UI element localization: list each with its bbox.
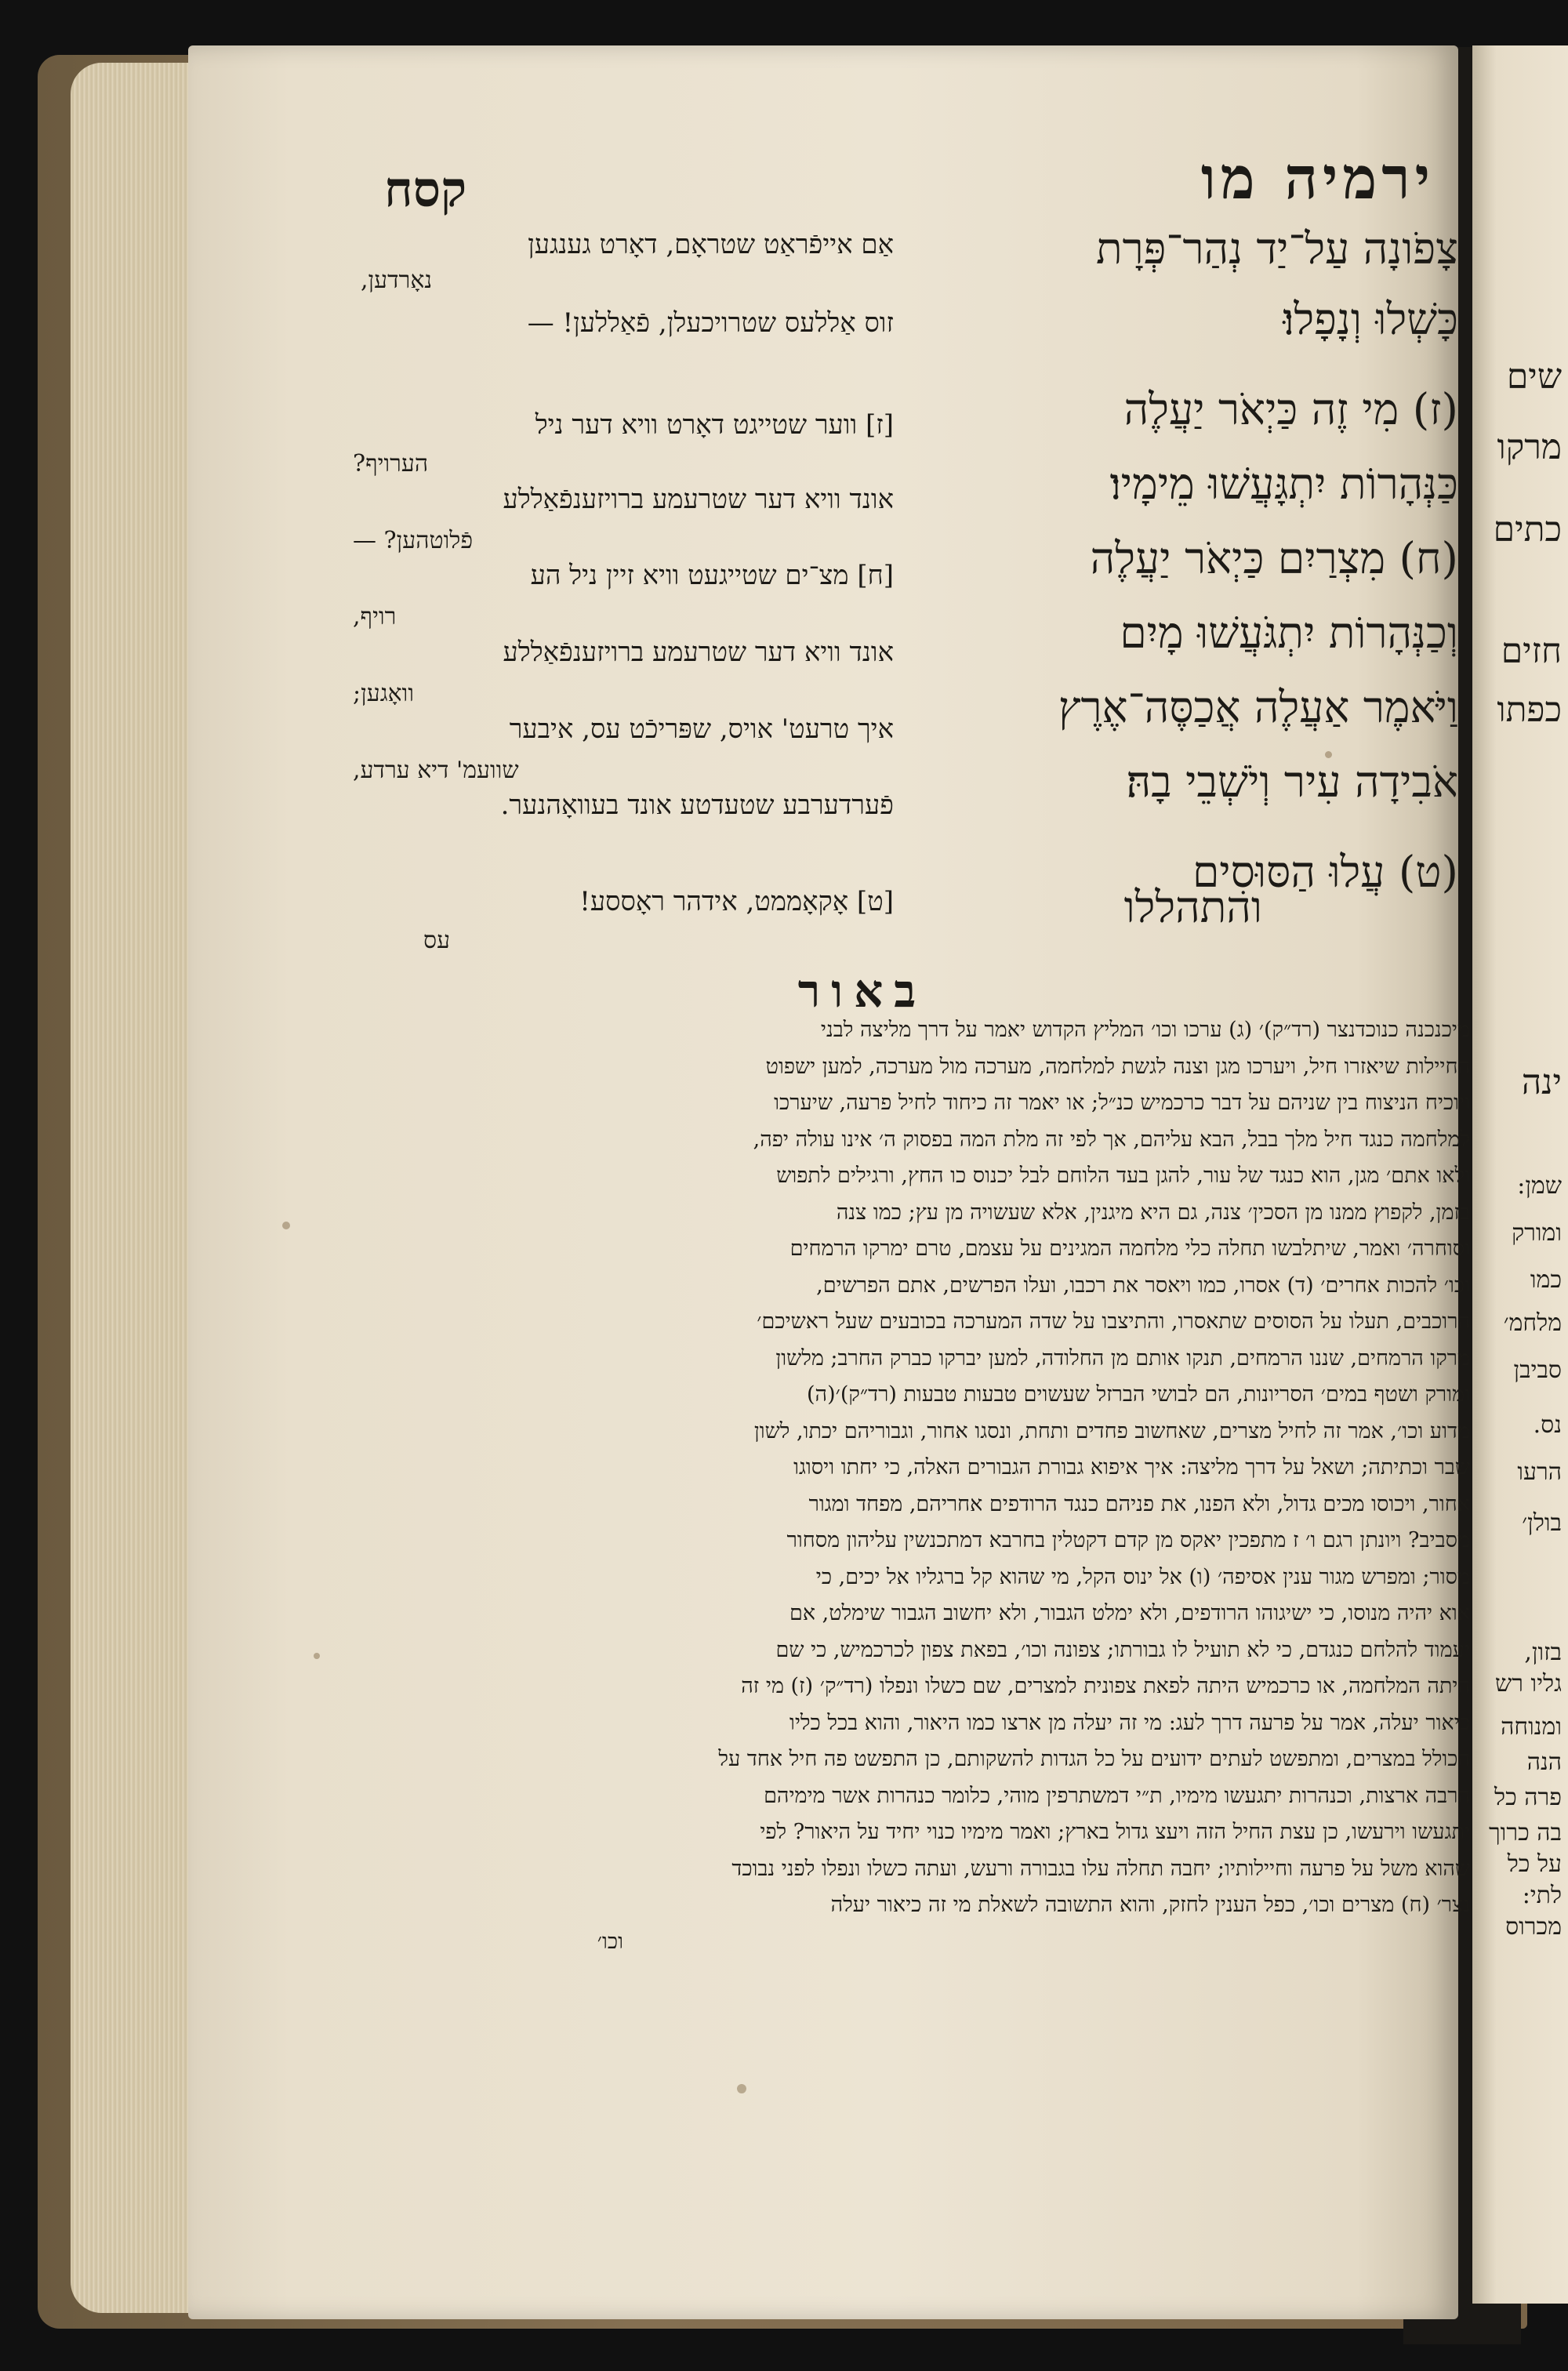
- translation-line: [ט] אָקאָממט, אידהר ראָססע!: [579, 886, 894, 917]
- translation-line: [ח] מצ־ים שטייגעט וויא זיין ניל הע: [530, 560, 894, 591]
- commentary-line: שבר וכתיתה; ושאל על דרך מליצה: איך איפוא גבורת הגבורים האלה, כי יחתו ויסוגו: [793, 1457, 1470, 1478]
- facing-page-fragment: על כל: [1507, 1850, 1562, 1878]
- commentary-line: מסור; ומפרש מגור ענין אסיפה׳ (ו) אל ינוס הקל, מי שהוא קל ברגליו אל יכים, כי: [815, 1566, 1470, 1588]
- verse-line: כָּשְׁלוּ וְנָפָלוּ׃: [1283, 294, 1458, 344]
- facing-page-fragment: פרה כל: [1494, 1784, 1562, 1811]
- verse-line: וְכַנְּהָרוֹת יִתְגֹּעֲשׁוּ מָיִם: [1120, 608, 1458, 658]
- commentary-line: היתה המלחמה, או כרכמיש היתה לפאת צפונית למצרים, שם כשלו ונפלו (רד״ק׳ (ז) מי זה: [741, 1676, 1470, 1697]
- facing-page-fragment: שמן:: [1517, 1172, 1562, 1200]
- facing-page-fragment: נס.: [1533, 1411, 1562, 1439]
- commentary-line: ויוכיח הניצוח בין שניהם על דבר כרכמיש כנ״ל; או יאמר זה כיחוד לחיל פרעה, שיערכו: [774, 1092, 1470, 1113]
- facing-page-fragment: מכרוס: [1505, 1913, 1562, 1941]
- commentary-line: כיאור יעלה, אמר על פרעה דרך לעג: מי זה יעלה מן ארצו כמו היאור, והוא בכל כליו: [789, 1712, 1470, 1734]
- translation-line: רויף,: [353, 603, 397, 630]
- commentary-line: וכו׳ להכות אחרים׳ (ד) אסרו, כמו ויאסר את רכבו, ועלו הפרשים, אתם הפרשים,: [816, 1274, 1470, 1296]
- commentary-line: נצר׳ (ח) מצרים וכו׳, כפל הענין לחזק, והוא התשובה לשאלת מי זה כיאור יעלה: [830, 1894, 1470, 1915]
- verse-line: (ז) מִי זֶה כַּיְאֹר יַעֲלֶה: [1123, 384, 1458, 434]
- facing-page-edge: [1472, 45, 1568, 2304]
- translation-line: אונד וויא דער שטרעמע ברויזענפֿאַללע: [503, 484, 894, 515]
- commentary-line: למלחמה כנגד חיל מלך בבל, הבא עליהם, אך לפי זה מלת המה בפסוק ה׳ אינו עולה יפה,: [753, 1128, 1470, 1150]
- translation-line: אַם אייפֿראַט שטראָם, דאָרט גענגען: [528, 229, 894, 260]
- commentary-line: ולאו אתם׳ מגן, הוא כנגד של עור, להגן בעד הלוחם לבל יכנוס כו החץ, ורגילים לתפוש: [776, 1165, 1470, 1186]
- facing-page-fragment: הרעו: [1517, 1458, 1562, 1486]
- translation-line: איך טרעט' אויס, שפּריכֿט עס, איבער: [509, 713, 894, 745]
- verse-line: (ח) מִצְרַיִם כַּיְאֹר יַעֲלֶה: [1090, 533, 1458, 583]
- facing-page-fragment: לתי:: [1522, 1882, 1562, 1909]
- facing-page-fragment: כמו: [1530, 1266, 1562, 1294]
- commentary-line: מרקו הרמחים, שננו הרמחים, תנקו אותם מן החלודה, למען יברקו כברק החרב; מלשון: [775, 1347, 1470, 1369]
- commentary-line: הרבה ארצות, וכנהרות יתגעשו מימיו, ת״י דמשתרפין מוהי, כלומר כנהרות אשר מימיהם: [764, 1785, 1470, 1806]
- commentary-line: החיילות שיאזרו חיל, ויערכו מגן וצנה לגשת למלחמה, מערכה מול מערכה, למען ישפוט: [765, 1055, 1470, 1077]
- facing-page-fragment: בזון,: [1524, 1639, 1562, 1666]
- verse-line: והתהללו: [1123, 882, 1262, 932]
- translation-line: שוועמ' דיא ערדע,: [353, 757, 519, 784]
- facing-page-fragment: ינה: [1521, 1062, 1562, 1102]
- commentary-line: יתגעשו וירעשו, כן עצת החיל הזה ויעצ גדול בארץ; ואמר מימיו כנוי יחיד על היאור? לפי: [760, 1821, 1470, 1843]
- facing-page-fragment: גליו רש: [1495, 1670, 1562, 1697]
- translation-line: פֿערדערבע שטעדטע אונד בעוואָהנער.: [500, 790, 894, 821]
- translation-line: הערויף?: [353, 450, 429, 477]
- facing-page-fragment: ומנוחה: [1501, 1713, 1562, 1741]
- commentary-line: וסוחרה׳ ואמר, שיתלבשו תחלה כלי מלחמה המגינים על עצמם, טרם ימרקו הרמחים: [789, 1238, 1470, 1259]
- verse-line: וַיֹּאמֶר אַעֲלֶה אֲכַסֶּה־אֶרֶץ: [1058, 682, 1458, 732]
- commentary-line: אוא יהיה מנוסו, כי ישיגוהו הרודפים, ולא ימלט הגבור, ולא יחשוב הגבור שימלט, אם: [789, 1603, 1470, 1624]
- facing-page-fragment: שים: [1506, 357, 1562, 397]
- translation-line: פֿלוטהען? —: [353, 527, 474, 554]
- facing-page-fragment: מלחמ׳: [1503, 1309, 1562, 1337]
- facing-page-fragment: סביבן: [1513, 1356, 1562, 1384]
- verse-line: (ט) עֲלוּ הַסּוּסִים: [1192, 847, 1458, 897]
- translation-line: וואָגען;: [353, 680, 414, 707]
- facing-page-fragment: כפתו: [1497, 690, 1562, 730]
- verse-line: כַּנְּהָרוֹת יִתְגָּעֲשׁוּ מֵימָיו׃: [1109, 459, 1458, 509]
- verse-line: אֹבִידָה עִיר וְיֹשְׁבֵי בָהּ׃: [1126, 757, 1458, 807]
- translation-line: אונד וויא דער שטרעמע ברויזענפֿאַללע: [503, 637, 894, 668]
- facing-page-fragment: ומורק: [1512, 1219, 1562, 1247]
- commentary-line: הרוכבים, תעלו על הסוסים שתאסרו, והתיצבו על שדה המערכה בכובעים שעל ראשיכם׳: [757, 1311, 1470, 1332]
- commentary-line: מסביב? ויונתן רגם ו׳ ז מתפכין יאקס מן קדם דקטלין בחרבא דמתכנשין עליהון מסחור: [786, 1530, 1470, 1551]
- folio-number: קסח: [384, 161, 467, 218]
- translation-line: עס: [423, 927, 451, 954]
- commentary-line: הכולל במצרים, ומתפשט לעתים ידועים על כל הגדות להשקותם, כן התפשט פה חיל אחד על: [718, 1748, 1470, 1770]
- commentary-line: בזמן, לקפוץ ממנו מן הסכין׳ צנה, גם היא מיגנין, אלא שעשויה מן עץ; כמו צנה: [836, 1201, 1470, 1223]
- facing-page-fragment: כתים: [1493, 510, 1562, 550]
- commentary-heading: באור: [797, 964, 927, 1018]
- running-head: ירמיה מו: [1200, 145, 1435, 212]
- commentary-line: מיכנכנה כנוכדנצר (רד״ק)׳ (ג) ערכו וכו׳ המליץ הקדוש יאמר על דרך מליצה לבני: [820, 1019, 1470, 1040]
- facing-page-fragment: בה כרוך: [1488, 1819, 1562, 1846]
- translation-line: זוס אַללעס שטרויכעלן, פֿאַללען! —: [527, 307, 894, 339]
- translation-line: [ז] ווער שטייגט דאָרט וויא דער ניל: [535, 409, 894, 441]
- verse-line: צָפֹונָה עַל־יַד נְהַר־פְּרָת: [1096, 223, 1458, 274]
- facing-page-fragment: בולן׳: [1522, 1509, 1562, 1537]
- translation-line: נאָרדען,: [361, 267, 433, 294]
- facing-page-fragment: חזים: [1501, 631, 1562, 671]
- commentary-line: שהוא משל על פרעה וחיילותיו; יחבה תחלה עלו בגבורה ורעש, ועתה כשלו ונפלו לפני נבוכד: [731, 1857, 1470, 1879]
- commentary-line: וכו׳: [597, 1930, 623, 1952]
- commentary-line: אחור, ויכוסו מכים גדול, ולא הפנו, את פניהם כנגד הרודפים אחריהם, מפחד ומגור: [808, 1493, 1470, 1515]
- commentary-line: יעמוד להלחם כנגדם, כי לא תועיל לו גבורתו; צפונה וכו׳, בפאת צפון לכרכמיש, כי שם: [775, 1639, 1470, 1661]
- facing-page-fragment: הנה: [1526, 1748, 1562, 1776]
- facing-page-fragment: מרקו: [1497, 427, 1562, 467]
- commentary-line: ומורק ושטף במים׳ הסריונות, הם לבושי הברזל שעשוים טבעות טבעות (רד״ק)׳(ה): [807, 1384, 1470, 1405]
- commentary-line: מדוע וכו׳, אמר זה לחיל מצרים, שאחשוב פחדים ותחת, ונסגו אחור, וגבוריהם יכתו, לשון: [753, 1420, 1470, 1442]
